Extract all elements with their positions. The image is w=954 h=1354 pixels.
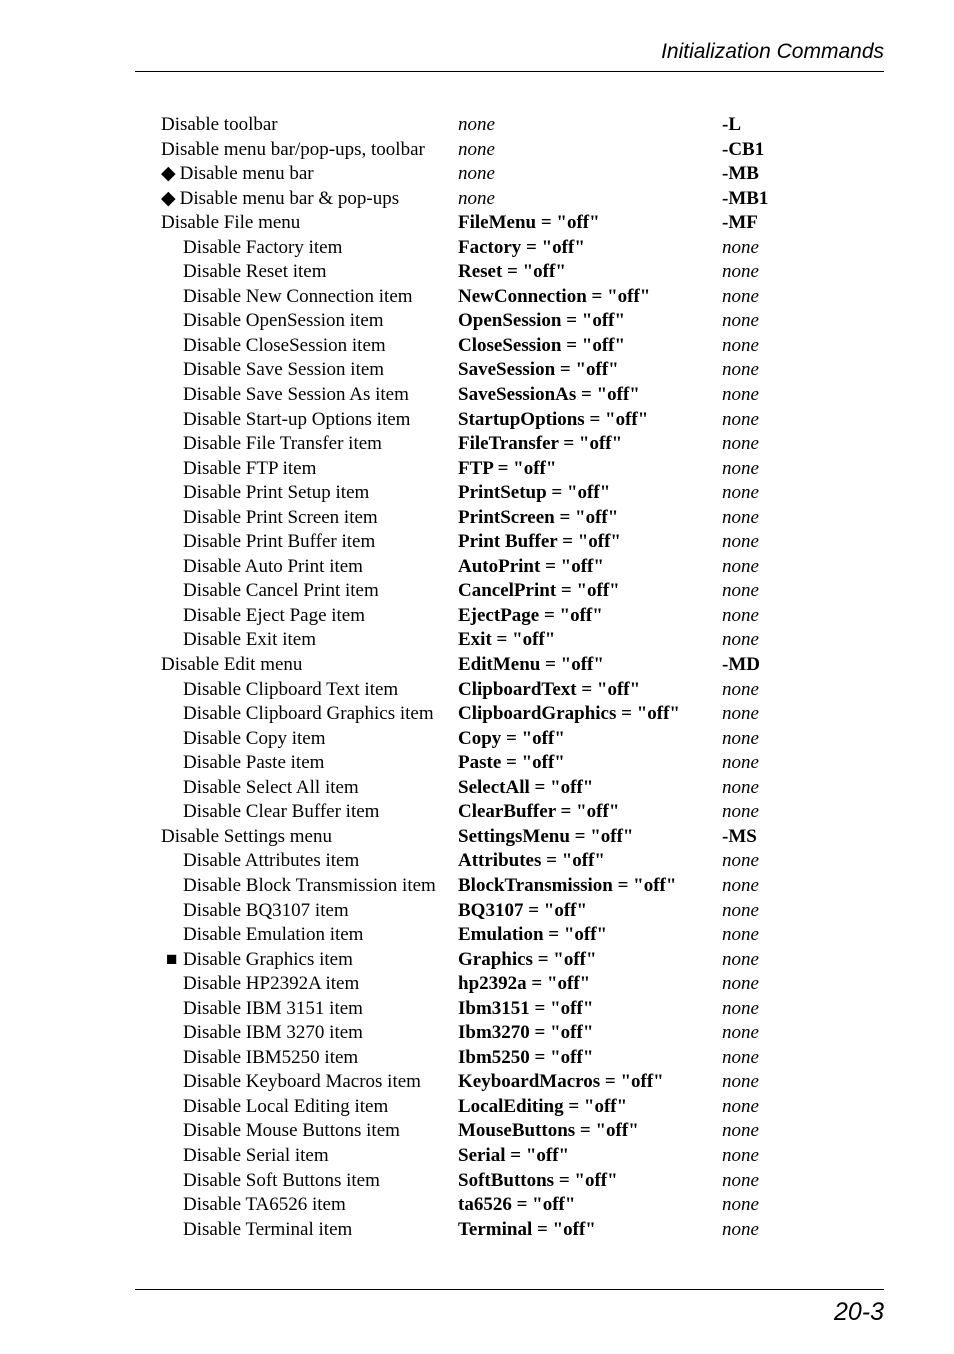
command-line-switch: none xyxy=(722,973,759,995)
ini-setting: BQ3107 = "off" xyxy=(458,899,588,921)
ini-setting: none xyxy=(458,114,495,135)
table-row xyxy=(161,285,821,310)
ini-setting: FTP = "off" xyxy=(458,457,557,479)
ini-setting: Terminal = "off" xyxy=(458,1218,596,1240)
table-row xyxy=(161,825,821,850)
option-description xyxy=(183,800,379,825)
command-line-switch: none xyxy=(722,457,759,479)
option-description-text: Disable toolbar xyxy=(161,114,278,135)
table-row xyxy=(161,751,821,776)
ini-setting: none xyxy=(458,138,495,160)
command-line-switch: -MS xyxy=(722,825,757,847)
option-description-text: Disable Terminal item xyxy=(183,1218,353,1240)
table-row xyxy=(161,899,821,924)
option-description-text: Disable CloseSession item xyxy=(183,334,386,356)
command-line-switch: none xyxy=(722,359,759,381)
table-row xyxy=(161,138,821,163)
option-description-text: Disable Block Transmission item xyxy=(183,874,436,896)
option-description-text: Disable File menu xyxy=(161,212,301,234)
table-row xyxy=(161,1021,821,1046)
header-rule xyxy=(135,71,884,72)
option-description xyxy=(183,1144,329,1169)
command-line-switch: none xyxy=(722,1120,759,1142)
command-line-switch: none xyxy=(722,924,759,946)
command-line-switch: none xyxy=(722,1194,759,1216)
table-row xyxy=(161,727,821,752)
command-line-switch: none xyxy=(722,531,759,553)
command-line-switch: none xyxy=(722,236,759,258)
command-line-switch: none xyxy=(722,1095,759,1117)
table-row xyxy=(161,923,821,948)
table-row xyxy=(161,162,821,187)
option-description xyxy=(183,1193,346,1218)
option-description-text: Disable Clear Buffer item xyxy=(183,801,380,823)
command-line-switch: none xyxy=(722,1169,759,1191)
option-description-text: Disable Graphics item xyxy=(183,948,353,970)
ini-setting: MouseButtons = "off" xyxy=(458,1120,639,1142)
option-description xyxy=(183,972,359,997)
option-description xyxy=(183,678,398,703)
table-row xyxy=(161,530,821,555)
command-line-switch: none xyxy=(722,261,759,283)
table-row xyxy=(161,506,821,531)
ini-setting: NewConnection = "off" xyxy=(458,285,651,307)
table-row xyxy=(161,1119,821,1144)
table-row xyxy=(161,481,821,506)
command-line-switch: none xyxy=(722,850,759,872)
command-line-switch: none xyxy=(722,899,759,921)
ini-setting: hp2392a = "off" xyxy=(458,973,591,995)
command-line-switch: none xyxy=(722,482,759,504)
table-row xyxy=(161,187,821,212)
ini-setting: Emulation = "off" xyxy=(458,924,608,946)
ini-setting: Serial = "off" xyxy=(458,1144,570,1166)
option-description-text: Disable Cancel Print item xyxy=(183,580,379,602)
option-description xyxy=(183,751,324,776)
command-line-switch: none xyxy=(722,752,759,774)
command-line-switch: none xyxy=(722,1046,759,1068)
option-description xyxy=(161,138,425,163)
table-row xyxy=(161,211,821,236)
option-description xyxy=(183,334,386,359)
command-line-switch: -MF xyxy=(722,212,758,234)
options-table xyxy=(161,113,821,1242)
option-description xyxy=(183,457,316,482)
option-description-text: Disable Save Session As item xyxy=(183,384,409,406)
table-row xyxy=(161,579,821,604)
table-row xyxy=(161,555,821,580)
option-description-text: Disable Eject Page item xyxy=(183,604,366,626)
table-row xyxy=(161,432,821,457)
option-description xyxy=(183,260,327,285)
page-number: 20-3 xyxy=(833,1298,884,1326)
option-description xyxy=(161,653,302,678)
table-row xyxy=(161,678,821,703)
option-description-text: Disable menu bar/pop-ups, toolbar xyxy=(161,138,425,160)
option-description xyxy=(183,874,436,899)
option-description xyxy=(183,1218,352,1243)
table-row xyxy=(161,628,821,653)
option-description-text: Disable Local Editing item xyxy=(183,1095,389,1117)
diamond-marker-icon: ◆ xyxy=(161,163,176,185)
command-line-switch: -MD xyxy=(722,654,760,676)
option-description xyxy=(183,1095,388,1120)
table-row xyxy=(161,702,821,727)
command-line-switch: none xyxy=(722,1218,759,1240)
table-row xyxy=(161,800,821,825)
ini-setting: EjectPage = "off" xyxy=(458,604,603,626)
ini-setting: Copy = "off" xyxy=(458,727,565,749)
ini-setting: SelectAll = "off" xyxy=(458,776,594,798)
page-header-title: Initialization Commands xyxy=(661,40,884,63)
table-row xyxy=(161,1070,821,1095)
table-row xyxy=(161,997,821,1022)
ini-setting: none xyxy=(458,187,495,209)
ini-setting: Factory = "off" xyxy=(458,236,585,258)
ini-setting: ClipboardText = "off" xyxy=(458,678,641,700)
option-description xyxy=(183,236,342,261)
ini-setting: Ibm3151 = "off" xyxy=(458,997,594,1019)
option-description-text: Disable Start-up Options item xyxy=(183,408,411,430)
table-row xyxy=(161,1218,821,1243)
option-description-text: Disable Clipboard Graphics item xyxy=(183,703,434,725)
ini-setting: Paste = "off" xyxy=(458,752,565,774)
ini-setting: Print Buffer = "off" xyxy=(458,531,621,553)
ini-setting: KeyboardMacros = "off" xyxy=(458,1071,664,1093)
option-description-text: Disable Settings menu xyxy=(161,825,332,847)
option-description-text: Disable IBM 3270 item xyxy=(183,1022,363,1044)
option-description xyxy=(183,1169,380,1194)
option-description xyxy=(183,1046,358,1071)
table-row xyxy=(161,309,821,334)
diamond-marker-icon: ◆ xyxy=(161,187,176,209)
command-line-switch: none xyxy=(722,727,759,749)
option-description xyxy=(183,899,349,924)
option-description-text: Disable Edit menu xyxy=(161,654,303,676)
table-row xyxy=(161,260,821,285)
option-description-text: Disable Exit item xyxy=(183,629,316,651)
option-description xyxy=(161,825,332,850)
option-description-text: Disable Select All item xyxy=(183,776,359,798)
option-description-text: Disable Mouse Buttons item xyxy=(183,1120,400,1142)
ini-setting: SaveSessionAs = "off" xyxy=(458,384,640,406)
table-row xyxy=(161,383,821,408)
option-description xyxy=(183,727,325,752)
option-description-text: Disable IBM 3151 item xyxy=(183,997,363,1019)
option-description xyxy=(161,187,399,212)
option-description-text: Disable Clipboard Text item xyxy=(183,678,399,700)
command-line-switch: none xyxy=(722,580,759,602)
command-line-switch: none xyxy=(722,604,759,626)
ini-setting: AutoPrint = "off" xyxy=(458,555,604,577)
option-description xyxy=(183,702,434,727)
option-description xyxy=(183,579,379,604)
option-description-text: Disable TA6526 item xyxy=(183,1194,346,1216)
option-description-text: Disable Soft Buttons item xyxy=(183,1169,380,1191)
ini-setting: CloseSession = "off" xyxy=(458,334,626,356)
command-line-switch: none xyxy=(722,703,759,725)
option-description xyxy=(183,604,365,629)
option-description xyxy=(161,162,314,187)
command-line-switch: none xyxy=(722,1144,759,1166)
option-description-text: Disable Print Setup item xyxy=(183,482,370,504)
option-description-text: Disable FTP item xyxy=(183,457,317,479)
ini-setting: OpenSession = "off" xyxy=(458,310,626,332)
option-description-text: Disable Print Buffer item xyxy=(183,531,376,553)
ini-setting: Reset = "off" xyxy=(458,261,566,283)
ini-setting: StartupOptions = "off" xyxy=(458,408,649,430)
option-description-text: Disable Keyboard Macros item xyxy=(183,1071,421,1093)
table-row xyxy=(161,604,821,629)
command-line-switch: none xyxy=(722,433,759,455)
ini-setting: ClearBuffer = "off" xyxy=(458,801,620,823)
option-description xyxy=(183,432,382,457)
command-line-switch: none xyxy=(722,776,759,798)
ini-setting: FileMenu = "off" xyxy=(458,212,600,234)
option-description xyxy=(183,530,375,555)
command-line-switch: -L xyxy=(722,114,741,135)
ini-setting: PrintScreen = "off" xyxy=(458,506,619,528)
option-description xyxy=(161,211,300,236)
option-description xyxy=(183,383,409,408)
option-description xyxy=(183,776,359,801)
option-description xyxy=(183,506,378,531)
table-row xyxy=(161,1169,821,1194)
table-row xyxy=(161,358,821,383)
ini-setting: Ibm3270 = "off" xyxy=(458,1022,594,1044)
option-description-text: Disable Copy item xyxy=(183,727,326,749)
command-line-switch: none xyxy=(722,948,759,970)
option-description xyxy=(183,948,353,973)
table-row xyxy=(161,653,821,678)
option-description xyxy=(183,408,410,433)
option-description xyxy=(161,113,278,138)
option-description-text: Disable Reset item xyxy=(183,261,327,283)
ini-setting: SettingsMenu = "off" xyxy=(458,825,634,847)
option-description xyxy=(183,1070,421,1095)
option-description-text: Disable Paste item xyxy=(183,752,325,774)
table-row xyxy=(161,236,821,261)
table-row xyxy=(161,457,821,482)
option-description-text: Disable OpenSession item xyxy=(183,310,384,332)
table-row xyxy=(161,334,821,359)
option-description xyxy=(183,358,384,383)
option-description xyxy=(183,481,369,506)
table-row xyxy=(161,849,821,874)
ini-setting: LocalEditing = "off" xyxy=(458,1095,628,1117)
option-description xyxy=(183,628,316,653)
option-description-text: Disable Attributes item xyxy=(183,850,360,872)
option-description xyxy=(183,923,363,948)
option-description-text: Disable Print Screen item xyxy=(183,506,378,528)
command-line-switch: none xyxy=(722,285,759,307)
table-row xyxy=(161,1193,821,1218)
option-description xyxy=(183,1119,400,1144)
command-line-switch: none xyxy=(722,629,759,651)
ini-setting: SoftButtons = "off" xyxy=(458,1169,618,1191)
option-description-text: Disable File Transfer item xyxy=(183,433,382,455)
table-row xyxy=(161,874,821,899)
option-description xyxy=(183,285,413,310)
command-line-switch: none xyxy=(722,506,759,528)
command-line-switch: none xyxy=(722,1071,759,1093)
option-description xyxy=(183,309,384,334)
table-row xyxy=(161,113,821,138)
option-description-text: Disable HP2392A item xyxy=(183,973,360,995)
option-description xyxy=(183,849,359,874)
option-description xyxy=(183,555,363,580)
option-description-text: Disable IBM5250 item xyxy=(183,1046,359,1068)
command-line-switch: none xyxy=(722,555,759,577)
table-row xyxy=(161,776,821,801)
option-description-text: Disable Serial item xyxy=(183,1144,329,1166)
option-description-text: Disable Save Session item xyxy=(183,359,385,381)
table-row xyxy=(161,408,821,433)
command-line-switch: -MB1 xyxy=(722,187,769,209)
option-description xyxy=(183,1021,363,1046)
ini-setting: Ibm5250 = "off" xyxy=(458,1046,594,1068)
command-line-switch: none xyxy=(722,1022,759,1044)
table-row xyxy=(161,1046,821,1071)
option-description-text: Disable Auto Print item xyxy=(183,555,363,577)
ini-setting: ta6526 = "off" xyxy=(458,1194,576,1216)
footer-rule xyxy=(135,1289,884,1290)
command-line-switch: -CB1 xyxy=(722,138,765,160)
table-row xyxy=(161,1095,821,1120)
option-description-text: Disable menu bar & pop-ups xyxy=(179,187,400,209)
square-marker-icon: ■ xyxy=(166,948,178,970)
option-description xyxy=(183,997,363,1022)
command-line-switch: none xyxy=(722,310,759,332)
ini-setting: none xyxy=(458,163,495,185)
table-row xyxy=(161,1144,821,1169)
command-line-switch: none xyxy=(722,384,759,406)
table-row xyxy=(161,948,821,973)
ini-setting: Exit = "off" xyxy=(458,629,556,651)
ini-setting: CancelPrint = "off" xyxy=(458,580,620,602)
command-line-switch: none xyxy=(722,408,759,430)
command-line-switch: none xyxy=(722,997,759,1019)
ini-setting: Graphics = "off" xyxy=(458,948,597,970)
command-line-switch: -MB xyxy=(722,163,759,185)
table-row xyxy=(161,972,821,997)
command-line-switch: none xyxy=(722,334,759,356)
ini-setting: Attributes = "off" xyxy=(458,850,605,872)
option-description-text: Disable New Connection item xyxy=(183,285,413,307)
command-line-switch: none xyxy=(722,874,759,896)
command-line-switch: none xyxy=(722,678,759,700)
command-line-switch: none xyxy=(722,801,759,823)
ini-setting: EditMenu = "off" xyxy=(458,654,604,676)
ini-setting: BlockTransmission = "off" xyxy=(458,874,677,896)
ini-setting: SaveSession = "off" xyxy=(458,359,619,381)
option-description-text: Disable menu bar xyxy=(179,163,314,185)
option-description-text: Disable Factory item xyxy=(183,236,343,258)
ini-setting: FileTransfer = "off" xyxy=(458,433,623,455)
ini-setting: PrintSetup = "off" xyxy=(458,482,611,504)
option-description-text: Disable BQ3107 item xyxy=(183,899,349,921)
ini-setting: ClipboardGraphics = "off" xyxy=(458,703,680,725)
option-description-text: Disable Emulation item xyxy=(183,924,364,946)
